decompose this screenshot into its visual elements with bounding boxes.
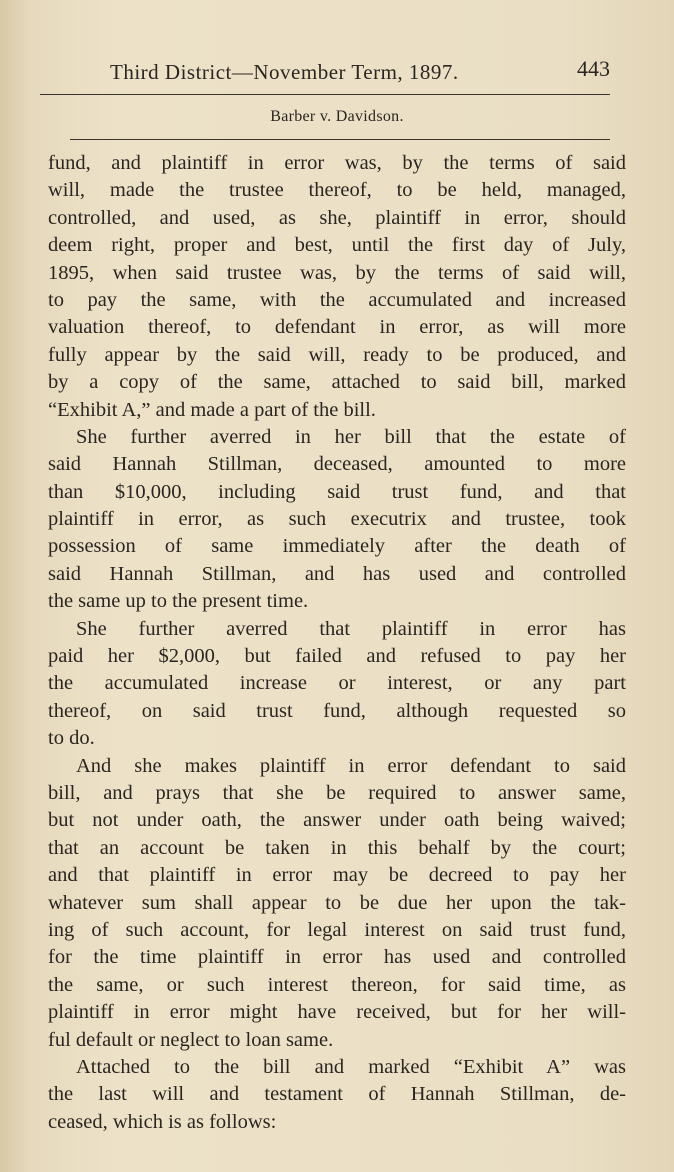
text-line: the same up to the present time. xyxy=(48,590,309,613)
text-line: than $10,000, including said trust fund, and that xyxy=(48,480,626,503)
text-line: ful default or neglect to loan same. xyxy=(48,1028,334,1051)
text-line: will, made the trustee thereof, to be held, managed, xyxy=(48,179,626,202)
text-line: plaintiff in error might have received, but for her will- xyxy=(48,1001,626,1024)
paragraph-1 xyxy=(48,150,626,424)
text-line: the last will and testament of Hannah Stillman, de- xyxy=(48,1083,626,1106)
text-line: valuation thereof, to defendant in error, as will more xyxy=(48,316,626,339)
text-line: for the time plaintiff in error has used and controlled xyxy=(48,946,626,969)
page-header xyxy=(110,52,610,88)
text-line: paid her $2,000, but failed and refused to pay her xyxy=(48,645,626,668)
text-line: And she makes plaintiff in error defendant to said xyxy=(76,754,626,777)
text-line: the accumulated increase or interest, or any part xyxy=(48,672,626,695)
text-line: bill, and prays that she be required to answer same, xyxy=(48,781,626,804)
text-line: 1895, when said trustee was, by the terms of said will, xyxy=(48,261,626,284)
text-line: ceased, which is as follows: xyxy=(48,1110,277,1133)
text-line: fully appear by the said will, ready to be produced, and xyxy=(48,343,626,366)
text-line: fund, and plaintiff in error was, by the terms of said xyxy=(48,152,626,174)
text-line: She further averred that plaintiff in error has xyxy=(76,617,626,640)
text-line: by a copy of the same, attached to said bill, marked xyxy=(48,371,626,394)
page-number: 443 xyxy=(577,56,610,81)
text-line: said Hannah Stillman, and has used and controlled xyxy=(48,562,626,585)
case-name: Barber v. Davidson. xyxy=(270,108,404,125)
text-line: to pay the same, with the accumulated and increased xyxy=(48,288,626,311)
text-line: to do. xyxy=(48,727,95,750)
running-head: Third District—November Term, 1897. xyxy=(110,60,459,84)
text-line: She further averred in her bill that the estate of xyxy=(76,425,626,448)
text-line: deem right, proper and best, until the first day of July, xyxy=(48,234,626,257)
text-line: possession of same immediately after the death of xyxy=(48,535,626,558)
header-rule xyxy=(40,94,610,95)
text-line: whatever sum shall appear to be due her upon the tak- xyxy=(48,891,626,914)
text-line: controlled, and used, as she, plaintiff in error, should xyxy=(48,206,626,229)
text-line: plaintiff in error, as such executrix and trustee, took xyxy=(48,508,626,531)
text-line: thereof, on said trust fund, although requested so xyxy=(48,699,626,722)
body-text xyxy=(48,150,626,1136)
paragraph-2 xyxy=(48,424,626,616)
text-line: “Exhibit A,” and made a part of the bill. xyxy=(48,398,376,421)
text-line: the same, or such interest thereon, for said time, as xyxy=(48,973,626,996)
text-line: but not under oath, the answer under oath being waived; xyxy=(48,809,626,832)
case-name-rule xyxy=(70,139,610,140)
text-line: ing of such account, for legal interest on said trust fund, xyxy=(48,918,626,941)
paragraph-4 xyxy=(48,753,626,1054)
paragraph-3 xyxy=(48,616,626,753)
text-line: that an account be taken in this behalf by the court; xyxy=(48,836,626,859)
text-line: Attached to the bill and marked “Exhibit A” was xyxy=(76,1055,626,1078)
text-line: said Hannah Stillman, deceased, amounted to more xyxy=(48,453,626,476)
paragraph-5 xyxy=(48,1054,626,1136)
text-line: and that plaintiff in error may be decreed to pay her xyxy=(48,864,626,887)
